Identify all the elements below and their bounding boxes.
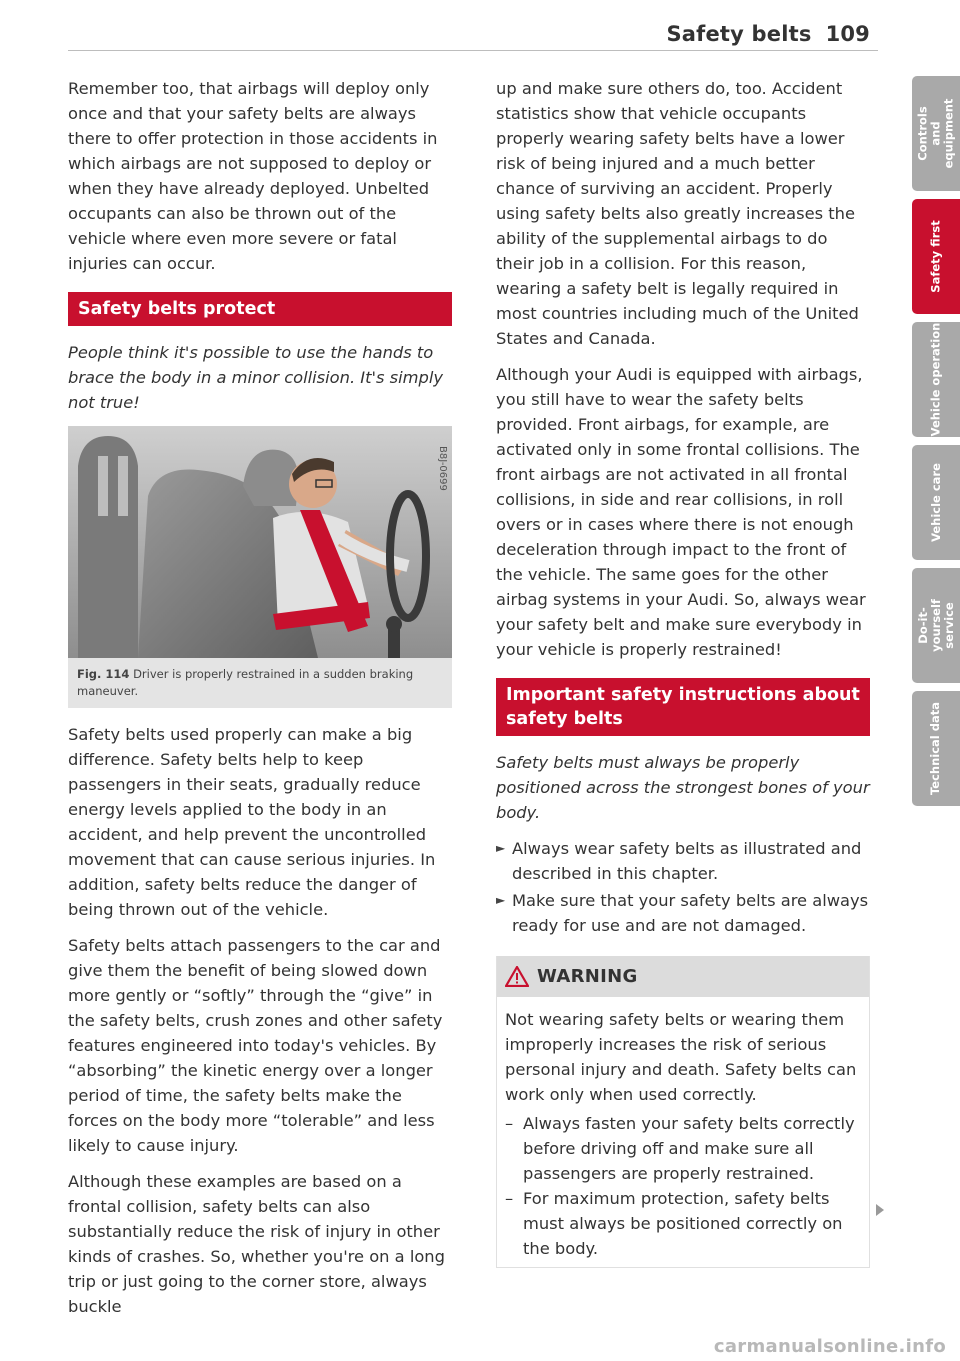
continue-arrow-icon [876,1204,884,1216]
section-intro-right: Safety belts must always be properly positioned across the strongest bones of your body. [496,753,870,822]
left-column [68,76,452,1319]
left-paragraph-4: Although these examples are based on a frontal collision, safety belts can also substantially reduce the risk of injury in other kinds of crashes. So, whether you're on a long trip or just going to the corner store, always buckle [68,1172,445,1316]
figure-code: B8J-0699 [437,446,448,491]
left-paragraph-1: Remember too, that airbags will deploy only once and that your safety belts are always there to offer protection in those accidents in which airbags are not supposed to deploy or when they have already deployed. Unbelted occupants can also be thrown out of the vehicle where even more severe or fatal injuries can occur. [68,79,438,273]
arrow-right-icon: ► [496,841,506,855]
figure-caption-label: Fig. 114 [77,667,130,681]
page-number: 109 [825,22,870,46]
driver-illustration [68,426,452,658]
list-item: ► Make sure that your safety belts are always ready for use and are not damaged. [496,888,870,938]
tab-safety-first[interactable]: Safety first [912,199,960,314]
left-paragraph-2: Safety belts used properly can make a big difference. Safety belts help to keep passengers in their seats, gradually reduce energy levels applied to the body in an accident, and help prevent the uncontrolled movement that can cause serious injuries. In addition, safety belts reduce the danger of being thrown out of the vehicle. [68,725,436,919]
tab-controls-and-equipment[interactable]: Controls and equipment [912,76,960,191]
header-rule [68,50,878,51]
running-header [666,22,870,46]
chapter-tabs [912,76,960,814]
section-heading-safety-belts-protect: Safety belts protect [68,292,452,326]
warning-triangle-icon [505,966,529,987]
right-paragraph-2: Although your Audi is equipped with airbags, you still have to wear the safety belts provided. Front airbags, for example, are activated only in some frontal collisions. The front airbags are not activated in all frontal collisions, in side and rear collisions, in roll overs or in cases where there is not enough deceleration through impact to the front of the vehicle. The same goes for the other airbag systems in your Audi. So, always wear your safety belt and make sure everybody in your vehicle is properly restrained! [496,365,866,659]
list-item: – Always fasten your safety belts correctly before driving off and make sure all passengers are properly restrained. [505,1114,855,1183]
warning-body [497,997,869,1267]
figure-114 [68,426,452,708]
list-item: ► Always wear safety belts as illustrated and described in this chapter. [496,836,870,886]
section-intro: People think it's possible to use the hands to brace the body in a minor collision. It's simply not true! [68,343,443,412]
tab-vehicle-care[interactable]: Vehicle care [912,445,960,560]
instruction-list [496,836,870,938]
warning-header [497,956,869,997]
left-paragraph-3: Safety belts attach passengers to the car and give them the benefit of being slowed down more gently or “softly” through the “give” in the safety belts, crush zones and other safety features engineered into today's vehicles. By “absorbing” the kinetic energy over a longer period of time, the safety belts make the forces on the body more “tolerable” and less likely to cause injury. [68,936,443,1155]
warning-box [496,956,870,1268]
watermark: carmanualsonline.info [713,1336,946,1357]
section-heading-important-safety-instructions: Important safety instructions about safety belts [496,678,870,736]
tab-technical-data[interactable]: Technical data [912,691,960,806]
right-column [496,76,870,1268]
tab-do-it-yourself-service[interactable]: Do-it-yourself service [912,568,960,683]
arrow-right-icon: ► [496,893,506,907]
tab-vehicle-operation[interactable]: Vehicle operation [912,322,960,437]
warning-title: WARNING [537,966,638,987]
warning-list [505,1111,861,1261]
section-title: Safety belts [666,22,812,46]
list-item: – For maximum protection, safety belts must always be positioned correctly on the body. [505,1189,843,1258]
figure-caption [68,658,452,702]
figure-caption-text: Driver is properly restrained in a sudden braking maneuver. [77,667,414,698]
right-paragraph-1: up and make sure others do, too. Accident statistics show that vehicle occupants properly wearing safety belts have a lower risk of being injured and a much better chance of surviving an accident. Properly using safety belts also greatly increases the ability of the supplemental airbags to do their job in a collision. For this reason, wearing a safety belt is legally required in most countries including much of the United States and Canada. [496,79,859,348]
warning-text: Not wearing safety belts or wearing them improperly increases the risk of serious personal injury and death. Safety belts can work only when used correctly. [505,1010,857,1104]
